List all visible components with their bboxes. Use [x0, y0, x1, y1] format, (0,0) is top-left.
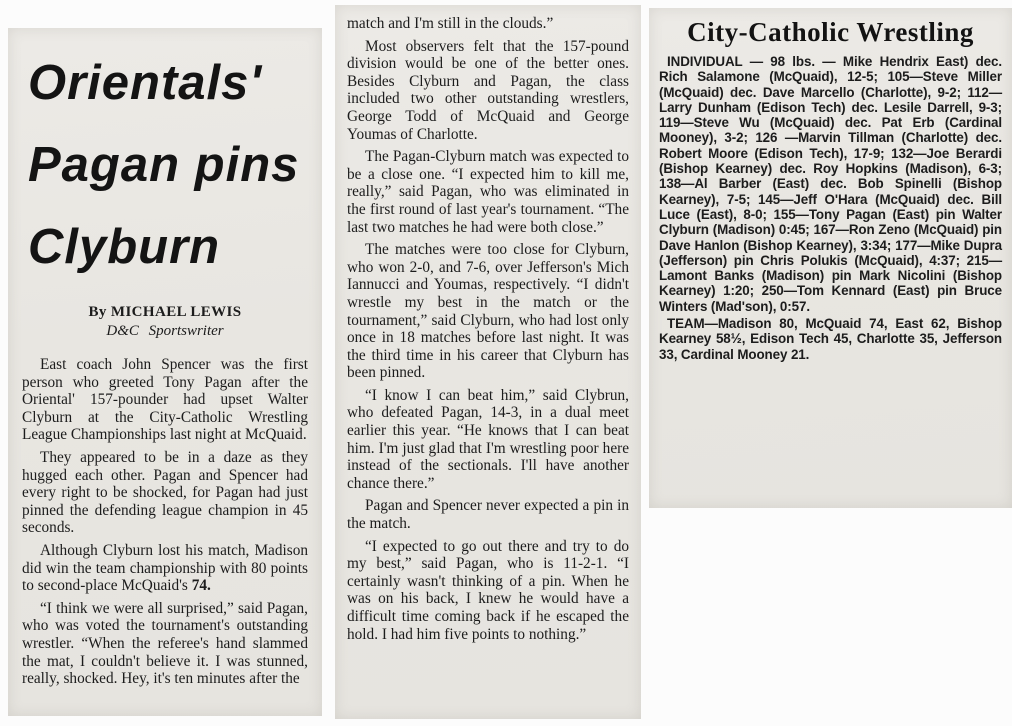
- paragraph: Pagan and Spencer never expected a pin in the match.: [347, 497, 629, 533]
- byline-author: By MICHAEL LEWIS: [88, 304, 242, 320]
- results-title: City-Catholic Wrestling: [687, 17, 974, 47]
- headline-line-2: Pagan pins: [28, 138, 300, 192]
- paragraph: TEAM—Madison 80, McQuaid 74, East 62, Bishop Kearney 58½, Edison Tech 45, Charlotte 35, Jefferson 33, Cardinal Mooney 21.: [659, 316, 1002, 362]
- paragraph: Although Clyburn lost his match, Madison did win the team championship with 80 points to second-place McQuaid's 74.: [22, 541, 308, 595]
- paragraph: “I think we were all surprised,” said Pagan, who was voted the tournament's outstanding wrestler. “When the referee's hand slammed the mat, I couldn't believe it. I was stunned, really, shocked. Hey, it's ten minutes after the: [22, 599, 308, 688]
- paragraph: Most observers felt that the 157-pound division would be one of the better ones. Besides Clyburn and Pagan, the class included two other outstanding wrestlers, George Todd of McQuaid and George Youmas of Charlotte.: [347, 37, 629, 143]
- article-headline: [22, 42, 308, 288]
- results-clipping: [649, 8, 1012, 508]
- results-body: [659, 54, 1002, 362]
- paragraph: The Pagan-Clyburn match was expected to be a close one. “I expected him to kill me, really,” said Pagan, who was eliminated in the first round of last year's tournament. “The last two matches he had were both close.”: [347, 148, 629, 236]
- byline-block: [22, 304, 308, 340]
- paragraph: “I expected to go out there and try to do my best,” said Pagan, who is 11-2-1. “I certainly wasn't thinking of a pin. When he was on his back, I knew he would have a difficult time coming back if he escaped the hold. I had him five points to nothing.”: [347, 537, 629, 643]
- headline-line-1: Orientals': [28, 56, 263, 110]
- paragraph: The matches were too close for Clyburn, who won 2-0, and 7-6, over Jefferson's Mich Iannucci and Youmas, respectively. “I didn't wrestle my best in the match or the tournament,” said Clyburn, who had lost only once in 18 matches before last night. It was the third time in his career that Clyburn has been pinned.: [347, 241, 629, 382]
- paragraph: match and I'm still in the clouds.”: [347, 15, 554, 32]
- left-clipping: [8, 28, 322, 716]
- paragraph: East coach John Spencer was the first person who greeted Tony Pagan after the Oriental' 157-pounder had upset Walter Clyburn at the City-Catholic Wrestling League Championships last night at McQuaid.: [22, 356, 308, 444]
- article-column-2: [347, 15, 629, 643]
- headline-line-3: Clyburn: [28, 220, 221, 274]
- article-column-1: [22, 356, 308, 688]
- paragraph: “I know I can beat him,” said Clybrun, who defeated Pagan, 14-3, in a dual meet earlier this year. “He knows that I can beat him. I'm just glad that I'm wrestling poor here instead of the sectionals. I'll have another chance there.”: [347, 386, 629, 492]
- bold-score: 74.: [187, 577, 211, 595]
- byline-title: D&C Sportswriter: [106, 323, 224, 339]
- paragraph: They appeared to be in a daze as they hugged each other. Pagan and Spencer had every right to be shocked, for Pagan had just pinned the defending league champion in 45 seconds.: [22, 448, 308, 537]
- paragraph: INDIVIDUAL — 98 lbs. — Mike Hendrix East) dec. Rich Salamone (McQuaid), 12-5; 105—Steve Miller (McQuaid) dec. Dave Marcello (Charlotte), 9-2; 112—Larry Dunham (Edison Tech) dec. Lesile Darrell, 9-3; 119—Steve Wu (McQuaid) dec. Pat Erb (Cardinal Mooney), 3-2; 126 —Marvin Tillman (Charlotte) dec. Robert Moore (Edison Tech), 17-9; 132—Joe Berardi (Bishop Kearney) dec. Roy Hopkins (Madison), 6-3; 138—Al Barber (East) dec. Bob Spinelli (Bishop Kearney), 7-5; 145—Jeff O'Hara (McQuaid) dec. Bill Luce (East), 8-0; 155—Tony Pagan (East) pin Walter Clyburn (Madison) 0:45; 167—Ron Zeno (McQuaid) pin Dave Hanlon (Bishop Kearney), 3:34; 177—Mike Dupra (Jefferson) pin Chris Polukis (McQuaid), 4:37; 215—Lamont Banks (Madison) pin Mark Nicolini (Bishop Kearney) 1:20; 250—Tom Kennard (East) pin Bruce Winters (Mad'son), 0:57.: [659, 54, 1002, 314]
- middle-clipping: [335, 5, 641, 719]
